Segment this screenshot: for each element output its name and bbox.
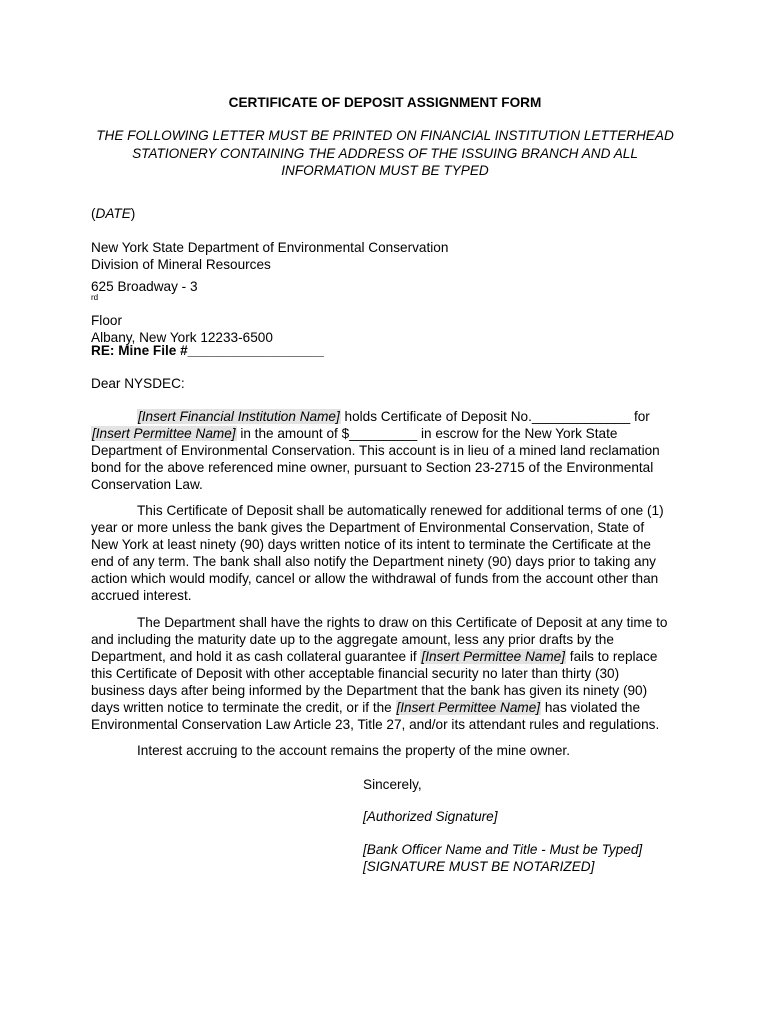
address-line-division: Division of Mineral Resources [91, 257, 271, 272]
paragraph-line [91, 699, 681, 716]
address-line-department: New York State Department of Environmental Conservation [91, 240, 449, 255]
instructions-line: INFORMATION MUST BE TYPED [281, 163, 489, 178]
bank-officer-block [363, 841, 642, 875]
paragraph-line [91, 408, 681, 425]
recipient-address [91, 239, 448, 346]
paragraph-line: this Certificate of Deposit with other acceptable financial security no later than thirty (30) [91, 666, 620, 681]
re-mine-file-line: RE: Mine File #__________________ [91, 343, 324, 358]
paragraph-text: Department, and hold it as cash collateral guarantee if [91, 649, 421, 664]
date-close-paren: ) [130, 206, 136, 221]
paragraph-line [91, 425, 681, 442]
instructions-line: STATIONERY CONTAINING THE ADDRESS OF THE ISSUING BRANCH AND ALL [132, 145, 638, 161]
instructions-line: THE FOLLOWING LETTER MUST BE PRINTED ON FINANCIAL INSTITUTION LETTERHEAD [96, 128, 674, 143]
authorized-signature-placeholder: [Authorized Signature] [363, 809, 498, 824]
notarized-notice: [SIGNATURE MUST BE NOTARIZED] [363, 859, 595, 874]
bank-officer-placeholder: [Bank Officer Name and Title - Must be Typed] [363, 842, 643, 857]
address-line-city: Albany, New York 12233-6500 [91, 330, 273, 345]
paragraph-line: Environmental Conservation Law Article 23, Title 27, and/or its attendant rules and regulations. [91, 717, 660, 732]
paragraph-department-rights [91, 614, 681, 733]
paragraph-line: Department of Environmental Conservation. This account is in lieu of a mined land reclamation [91, 443, 660, 458]
paragraph-line: New York at least ninety (90) days written notice of its intent to terminate the Certificate at the [91, 537, 651, 552]
ordinal-suffix: rd [91, 293, 99, 302]
paragraph-line: year or more unless the bank gives the Department of Environmental Conservation, State of [91, 520, 645, 535]
paragraph-text: in the amount of $_________ in escrow for the New York State [236, 426, 618, 441]
permittee-name-field[interactable]: [Insert Permittee Name] [421, 649, 566, 664]
address-line-street [91, 278, 448, 329]
paragraph-line: bond for the above referenced mine owner, pursuant to Section 23-2715 of the Environmental [91, 460, 654, 475]
paragraph-line: Conservation Law. [91, 477, 203, 492]
paragraph-line: This Certificate of Deposit shall be automatically renewed for additional terms of one (1) [137, 503, 664, 518]
permittee-name-field[interactable]: [Insert Permittee Name] [396, 700, 541, 715]
closing-sincerely: Sincerely, [363, 777, 422, 792]
institution-name-field[interactable]: [Insert Financial Institution Name] [138, 409, 340, 424]
street-text: 625 Broadway - 3 [91, 279, 198, 294]
paragraph-certificate-holding [91, 408, 681, 493]
salutation: Dear NYSDEC: [91, 376, 185, 391]
paragraph-text: holds Certificate of Deposit No._____________ for [340, 409, 650, 424]
paragraph-text: fails to replace [566, 649, 658, 664]
date-open-paren: ( [91, 206, 96, 221]
permittee-name-field[interactable]: [Insert Permittee Name] [92, 426, 236, 441]
paragraph-text: has violated the [541, 700, 641, 715]
paragraph-line [91, 648, 681, 665]
paragraph-line: business days after being informed by the Department that the bank has given its ninety (90) [91, 683, 648, 698]
paragraph-line: and including the maturity date up to the aggregate amount, less any prior drafts by the [91, 632, 614, 647]
paragraph-line: end of any term. The bank shall also notify the Department ninety (90) days prior to taking any [91, 554, 656, 569]
letterhead-instructions [80, 127, 690, 180]
paragraph-line: action which would modify, cancel or allow the withdrawal of funds from the account other than [91, 571, 659, 586]
date-placeholder [91, 205, 135, 222]
form-title: CERTIFICATE OF DEPOSIT ASSIGNMENT FORM [228, 95, 542, 110]
paragraph-interest: Interest accruing to the account remains the property of the mine owner. [137, 743, 570, 758]
paragraph-line: accrued interest. [91, 588, 192, 603]
date-word: DATE [95, 206, 131, 221]
floor-text: Floor [91, 313, 122, 328]
paragraph-text: days written notice to terminate the credit, or if the [91, 700, 396, 715]
paragraph-line: The Department shall have the rights to draw on this Certificate of Deposit at any time to [137, 615, 668, 630]
paragraph-renewal-terms [91, 502, 681, 604]
